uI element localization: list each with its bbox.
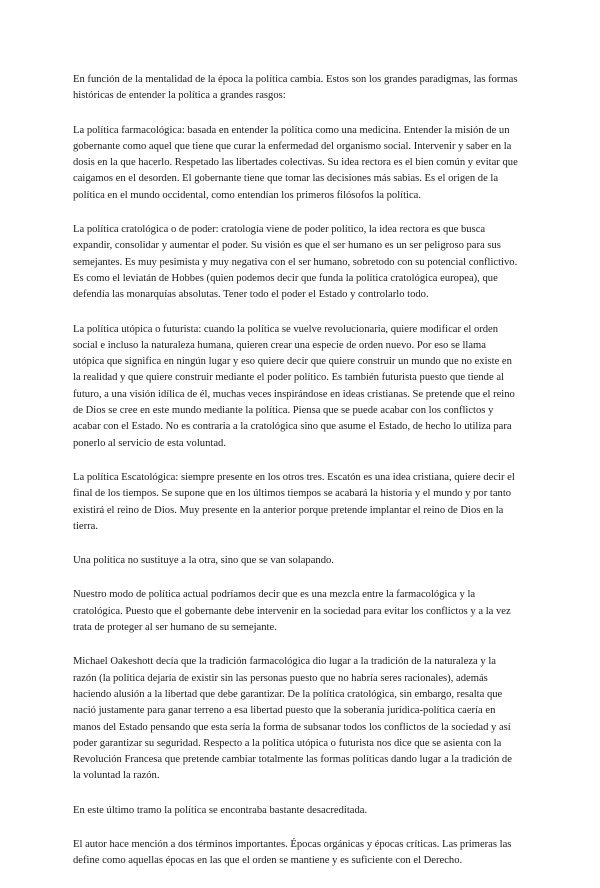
paragraph-epocas: El autor hace mención a dos términos importantes. Épocas orgánicas y épocas críticas. Las primeras las define como aquellas épocas en las que el orden se mantiene y es suficiente con el Derecho. <box>73 838 512 867</box>
document-page <box>73 72 519 888</box>
paragraph-intro: En función de la mentalidad de la época la política cambia. Estos son los grandes paradigmas, las formas históricas de entender la política a grandes rasgos: <box>73 74 518 102</box>
paragraph-farmacologica: La política farmacológica: basada en entender la política como una medicina. Entender la misión de un gobernante como aquel que tiene que curar la enfermedad del organismo social. Intervenir y saber en la dosis en la que hacerlo. Respetado las libertades colectivas. Su idea rectora es el bien común y evitar que caigamos en el desorden. El gobernante tiene que tomar las decisiones más sabias. Es el origen de la política en el mundo occidental, como entendían los primeros filósofos la política. <box>73 124 518 201</box>
paragraph-utopica: La política utópica o futurista: cuando la política se vuelve revolucionaria, quiere modificar el orden social e incluso la naturaleza humana, quieren crear una especie de orden nuevo. Por eso se llama utópica que significa en ningún lugar y eso quiere decir que quiere construir un mundo que no existe en la realidad y que quiere construir mediante el poder político. Es también futurista puesto que tiende al futuro, a una visión idílica de él, muchas veces inspirándose en ideas cristianas. Se pretende que el reino de Dios se cree en este mundo mediante la política. Piensa que se puede acabar con los conflictos y acabar con el Estado. No es contraria a la cratológica sino que asume el Estado, de hecho lo utiliza para ponerlo al servicio de esta voluntad. <box>73 323 515 449</box>
paragraph-cratologica: La política cratológica o de poder: cratología viene de poder político, la idea rectora es que busca expandir, consolidar y aumentar el poder. Su visión es que el ser humano es un ser peligroso para sus semejantes. Es muy pesimista y muy negativa con el ser humano, sobretodo con su potencial conflictivo. Es como el leviatán de Hobbes (quien podemos decir que funda la política cratológica europea), que defendía las monarquías absolutas. Tener todo el poder el Estado y controlarlo todo. <box>73 224 518 301</box>
paragraph-oakeshott: Michael Oakeshott decía que la tradición farmacológica dio lugar a la tradición de la naturaleza y la razón (la política dejaría de existir sin las personas puesto que no habría seres racionales), además haciendo alusión a la libertad que debe garantizar. De la política cratológica, sin embargo, resalta que nació justamente para ganar terreno a esa libertad puesto que la soberanía jurídica-política caería en manos del Estado pensando que esta sería la forma de subsanar todos los conflictos de la sociedad y así poder garantizar su seguridad. Respecto a la política utópica o futurista nos dice que se asienta con la Revolución Francesa que pretende cambiar totalmente las formas políticas dando lugar a la tradición de la voluntad la razón. <box>73 656 512 782</box>
paragraph-escatologica: La política Escatológica: siempre presente en los otros tres. Escatón es una idea cristiana, quiere decir el final de los tiempos. Se supone que en los últimos tiempos se acabará la historia y el mundo y por tanto existirá el reino de Dios. Muy presente en la anterior porque pretende implantar el reino de Dios en la tierra. <box>73 471 515 532</box>
paragraph-politica-actual: Nuestro modo de política actual podríamos decir que es una mezcla entre la farmacológica y la cratológica. Puesto que el gobernante debe intervenir en la sociedad para evitar los conflictos y a la vez trata de proteger al ser humano de su semejante. <box>73 589 511 634</box>
paragraph-solapamiento: Una política no sustituye a la otra, sino que se van solapando. <box>73 555 334 567</box>
paragraph-desacreditada: En este último tramo la política se encontraba bastante desacreditada. <box>73 804 368 816</box>
